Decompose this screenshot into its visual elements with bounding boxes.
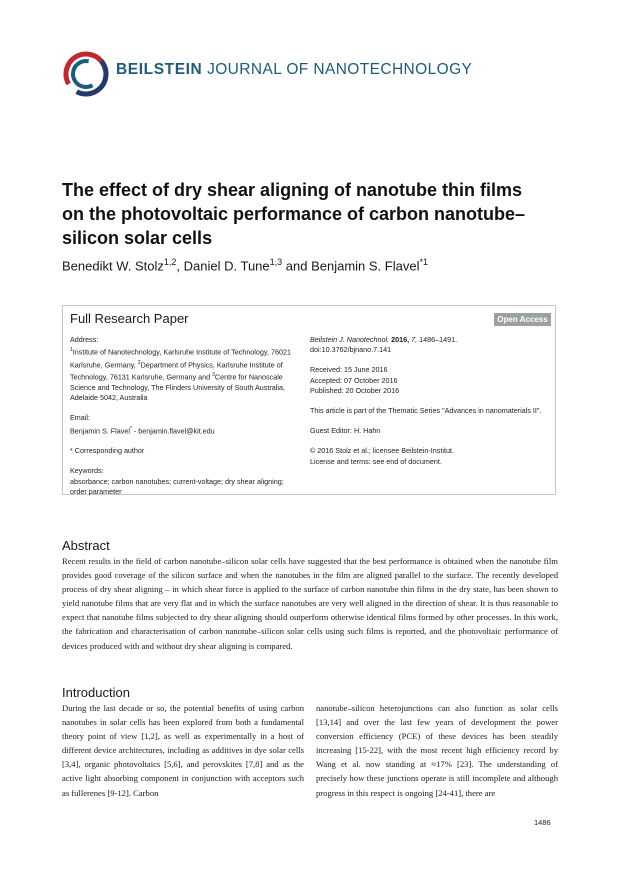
address-label: Address: [70,335,99,344]
introduction-right-column: nanotube–silicon heterojunctions can also function as solar cells [13,14] and over the last few years of development the power conversion efficiency (PCE) of these devices has been steadily increasing [15-22], with the most recent high efficiency record by Wang et al. now standing at ≈17% [23]. The understanding of precisely how these junctions operate is still incomplete and although progress in this respect is ongoing [24-41], there are [316,703,558,798]
citation-journal: Beilstein J. Nanotechnol. [310,335,390,344]
author-affiliation: 1,2 [163,257,177,267]
author-separator: and [282,258,312,274]
citation-year: 2016, [389,335,410,344]
email-line [70,424,302,437]
license-note: License and terms: see end of document. [310,456,442,466]
author-separator: , [176,258,184,274]
journal-name-rest: JOURNAL OF NANOTECHNOLOGY [207,61,473,78]
corresponding-mark: * [129,425,132,432]
author-name: Benjamin S. Flavel [311,258,420,274]
author-name: Benedikt W. Stolz [62,258,164,274]
citation-volume: 7, [409,335,418,344]
copyright: © 2016 Stolz et al.; licensee Beilstein-Institut. [310,446,454,456]
journal-name-bold: BEILSTEIN [116,61,203,78]
affiliation-text: Centre for Nanoscale Science and Technology, The Flinders University of South Australia, Adelaide 5042, Australia [70,372,285,403]
keywords-label: Keywords: [70,466,104,476]
abstract-heading: Abstract [62,538,110,553]
address-text [70,345,302,403]
affiliation-text: Institute of Nanotechnology, Karlsruhe Institute of Technology, 76021 Karlsruhe, Germany, [70,347,291,370]
keywords-text: absorbance; carbon nanotubes; current-voltage; dry shear aligning; order parameter [70,476,284,496]
email-label: Email: [70,413,90,423]
citation-pages: 1486–1491. [417,335,458,344]
affiliation-number: 1 [70,347,73,354]
info-left-column [70,335,302,497]
email-author: Benjamin S. Flavel [70,425,130,435]
journal-name [116,61,472,79]
doi-link[interactable]: doi:10.3762/bjnano.7.141 [310,345,392,355]
introduction-left-column: During the last decade or so, the potential benefits of using carbon nanotubes in solar cells has been explored from both a fundamental theory point of view [1,2], as well as experimentally in a host of different device architectures, including as additives in dye solar cells [3,4], organic photovoltaics [5,6], and perovskites [7,8] and as the active light absorbing component in conjunction with acceptors such as fullerenes [9-12]. Carbon [62,703,304,798]
author-affiliation: 1,3 [269,257,283,267]
guest-editor: Guest Editor: H. Hahn [310,426,381,436]
info-right-column [310,335,556,467]
author-affiliation: *1 [419,257,428,267]
published-date: Published: 20 October 2016 [310,385,400,395]
author-name: Daniel D. Tune [183,258,270,274]
abstract-text: Recent results in the field of carbon nanotube–silicon solar cells have suggested that the best performance is obtained when the nanotube film provides good coverage of the silicon surface and when the nanotubes in the film are aligned parallel to the surface. The recently developed process of dry shear aligning – in which shear force is applied to the surface of carbon nanotube thin films in the dry state, has been shown to yield nanotube films that are very flat and in which the surface nanotubes are very well aligned in the direction of shear. It is thus reasonable to expect that nanotube films subjected to dry shear aligning should outperform otherwise identical films formed by other processes. In this work, the fabrication and characterisation of carbon nanotube–silicon solar cells using such films is reported, and the photovoltaic performance of devices produced with and without dry shear aligning is compared. [62,556,558,651]
article-type: Full Research Paper [70,311,189,326]
article-title: The effect of dry shear aligning of nanotube thin films on the photovoltaic performance of carbon nanotube–silicon solar cells [62,180,526,248]
beilstein-logo-icon [62,50,110,98]
open-access-badge: Open Access [494,313,551,326]
affiliation-number: 2 [137,359,141,366]
corresponding-author-note: * Corresponding author [70,446,145,456]
introduction-heading: Introduction [62,685,130,700]
thematic-series: This article is part of the Thematic Series "Advances in nanomaterials II". [310,406,542,416]
email-address[interactable]: - benjamin.flavel@kit.edu [131,425,215,435]
citation [310,335,556,345]
affiliation-text: Department of Physics, Karlsruhe Institute of Technology, 76131 Karlsruhe, Germany and [70,360,283,382]
received-date: Received: 15 June 2016 [310,365,388,375]
accepted-date: Accepted: 07 October 2016 [310,375,398,385]
author-list [62,257,428,273]
affiliation-number: 3 [212,372,215,379]
page-number: 1486 [534,818,551,827]
